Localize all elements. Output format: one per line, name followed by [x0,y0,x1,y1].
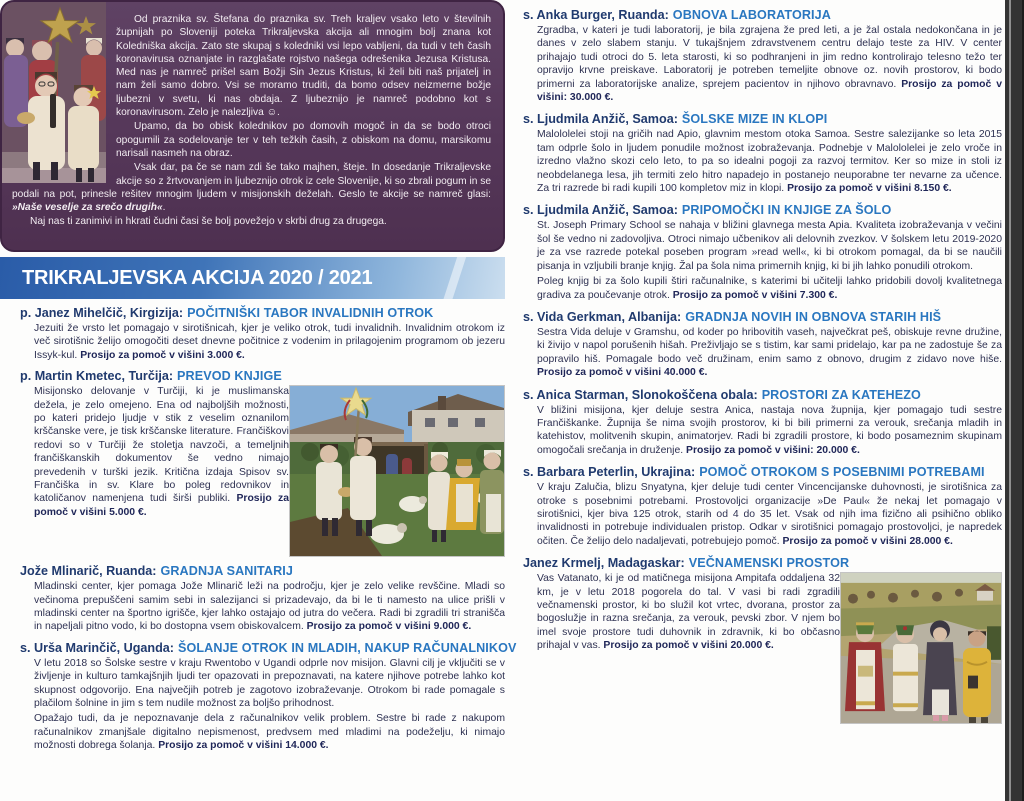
section-body [523,219,1002,301]
donation-request: Prosijo za pomoč v višini 14.000 €. [158,740,329,752]
section-body [523,128,1002,195]
section-title: OBNOVA LABORATORIJA [672,8,831,22]
paragraph-text: Opažajo tudi, da je nepoznavanje dela z računalnikov velik problem. Sestre bi rade z nakupom računalnikov zmanjšale digitalno nepismenost, predvsem med mladimi na podeželju, ki nimajo možnosti dobrega šolanja. [34,713,505,752]
section-body [20,385,505,557]
section-paragraph [537,219,1002,273]
section-heading [20,564,505,578]
section-author: s. Urša Marinčič, Uganda: [20,640,174,655]
section-author: s. Anica Starman, Slonokoščena obala: [523,387,758,402]
section-title: ŠOLANJE OTROK IN MLADIH, NAKUP RAČUNALNIKOV [177,640,517,655]
paragraph-text: Misijonsko delovanje v Turčiji, ki je muslimanska dežela, je zelo omejeno. Ena od najboljših možnosti, po kateri pridejo ljudje v stik z veselim oznanilom krščanske vere, je tisk krščanske literature. Frančiškovi redovi so v Turčiji že stoletja navzoči, a temeljnih frančiškanskih dokumentov še vedno nimajo prevedenih v turški jezik. Kritična izdaja Spisov sv. Frančiška in sv. Klare bo poleg redovnikov in katoličanov namenjena tudi širši publiki. [34,386,289,505]
section-heading [523,556,1002,570]
intro-paragraph-2: Upamo, da bo obisk kolednikov po domovih mogoč in da se bodo otroci opogumili za sodelovanje ter v teh težkih časih, z obiskom na domu, marsikomu narisali nasmeh na obraz. [116,121,491,159]
section-heading [523,465,1002,479]
donation-request: Prosijo za pomoč v višini 5.000 €. [34,493,289,518]
paragraph-text: Mladinski center, kjer pomaga Jože Mlinarič leži na področju, kjer je zelo velike revščine. Mladi so večinoma prepuščeni samim sebi in salezijanci si prizadevajo, da bi le ti namesto na ulice prišli v mladinski center na športno igrišče, kjer lahko ostajajo od jutra do večera. Radi bi zgradili tri stranišča in napeljali pitno vodo, ki bo dostopna vsem obiskovalcem. [34,581,505,633]
section-paragraph [537,481,1002,548]
intro-paragraph-3-end: . [162,202,166,214]
section-author: s. Ljudmila Anžič, Samoa: [523,112,678,127]
paragraph-text: Vas Vatanato, ki je od matičnega misijona Ampitafa oddaljena 32 km, je v letu 2018 pogorela do tal. V vasi bi radi zgradili večnamenski prostor, ki bo služil kot vrtec, dvorana, prostor za bogoslužje in razna srečanja, za verouk, pevski zbor. V njem bo imel svoje prostore tudi duhovnik in zdravnik, ki bo občasno prihajal v vas. [537,573,840,652]
section-body [20,322,505,362]
scan-edge-strip [1005,0,1024,801]
section-pomoc-otrokom [523,465,1002,548]
paragraph-text: Malololelei stoji na gričih nad Apio, glavnim mestom otoka Samoa. Sestre salezijanke so leta 2015 tam odprle šolo in ljudem ponudile možnost izobraževanja. Podnebje v Malololelei je zelo vroče in izredno vlažno skozi celo leto, to pa so idealni pogoji za razvoj termitov. Ker so mize in stoli iz neobdelanega lesa, jih termiti zelo hitro napadejo in postanejo neuporabne ter nevarne za učence. Za tri razrede bi radi kupili 100 kompletov miz in klopi. [537,129,1002,195]
section-heading [523,388,1002,402]
section-author: s. Anka Burger, Ruanda: [523,8,669,22]
section-title: POMOČ OTROKOM S POSEBNIMI POTREBAMI [699,465,985,480]
section-heading [523,310,1002,324]
section-heading [20,369,505,383]
donation-request: Prosijo za pomoč v višini 28.000 €. [782,535,953,547]
section-author: p. Martin Kmetec, Turčija: [20,369,174,384]
paragraph-text: Zgradba, v kateri je tudi laboratorij, je bila zgrajena že pred leti, a je žal ostala nedokončana in je danes v zelo slabem stanju. V tukajšnjem zdravstvenem centru delajo teste za HIV. V center prihajajo tudi otroci do 5. leta starosti, ki so podhranjeni in jim redno kontrolirajo telesno težo ter opravijo krvne preiskave. Laboratorij je potreben temeljite obnove oz. novih prostorov, ki bodo primerni za laboratorijske analize, sprejem pacientov in njihovo obravnavo. [537,25,1002,90]
paragraph-text: V letu 2018 so Šolske sestre v kraju Rwentobo v Ugandi odprle nov misijon. Glavni cilj je vključiti se v življenje in kulturo tamkajšnjih ljudi ter opazovati in prepoznavati, na katere njihove potrebe lahko kot skupnost odgovorijo. Ena največjih potreb je zagotovo izobraževanje. Otrokom bi rade pomagale s plačilom šolnine in jim s tem nudile možnost za boljšo prihodnost. [34,657,505,710]
donation-request: Prosijo za pomoč v višini 9.000 €. [306,621,472,633]
paragraph-text: V kraju Zalučia, blizu Snyatyna, kjer deluje tudi center Vincencijanske duhovnosti, je sirotišnica za otroke s posebnimi potrebami. Prostovoljci organizacije »De Paul« že nekaj let pomagajo v sirotišnici, kjer biva 125 otrok, starih od 4 do 35 let. Vsak od njih ima fizično ali psihično obliko invalidnosti in potrebuje individualen pristop. Odkar v sirotišnici pomagajo prostovoljci, je napredek očiten. Če želijo delo nadaljevati, potrebujejo pomoč. [537,482,1002,547]
section-pocitniski-tabor [20,306,505,362]
paragraph-text: V bližini misijona, kjer deluje sestra Anica, nastaja nova župnija, kjer pomagajo tudi sestre Frančiškanke. Župnija še nima svojih prostorov, ki bi bili primerni za verouk, srečanja mladih in katehistov, molitvenih skupin, animatorjev. Radi bi zgradili prostore, ki bodo posameznim skupinam omogočali srečanja in druženje. [537,404,1002,456]
campaign-title-band [0,257,505,299]
section-author: Janez Krmelj, Madagaskar: [523,556,685,571]
section-paragraph [537,24,1002,104]
section-vecnamenski-prostor [523,556,1002,724]
section-gradnja-his [523,310,1002,380]
section-paragraph [34,322,505,362]
section-author: s. Vida Gerkman, Albanija: [523,309,682,324]
donation-request: Prosijo za pomoč v višini 40.000 €. [537,367,708,379]
three-kings-photo [840,572,1002,724]
section-paragraph [537,326,1002,380]
section-body [523,24,1002,104]
right-column [517,8,1003,732]
section-heading [20,306,505,320]
left-column [0,0,517,755]
section-title: GRADNJA NOVIH IN OBNOVA STARIH HIŠ [685,309,942,324]
section-gradnja-sanitarij [20,564,505,634]
donation-request: Prosijo za pomoč v višini 3.000 €. [80,349,245,361]
section-heading [523,112,1002,126]
campaign-motto: »Naše veselje za srečo drugih« [12,202,163,214]
section-author: s. Ljudmila Anžič, Samoa: [523,203,678,218]
intro-box [0,0,505,252]
section-body [523,572,1002,724]
section-solanje-otrok [20,640,517,753]
section-obnova-laboratorija [523,8,1002,104]
section-body [523,481,1002,548]
section-title: PREVOD KNJIGE [177,369,282,384]
intro-paragraph-1: Od praznika sv. Štefana do praznika sv. Treh kraljev vsako leto v številnih župnijah po Sloveniji poteka Trikraljevska akcija ali mnogim bolj znana kot Koledniška akcija. Zato ste skupaj s koledniki vsi lepo vabljeni, da tudi v teh časih koronavirusa oznanjate in razglašate rojstvo našega odrešenika Jezusa Kristusa. Med nas je namreč prišel sam Božji Sin Jezus Kristus, ki želi biti naš prijatelj in nam želi samo dobro. Vsi se moramo truditi, da bomo odsev neizmerne božje ljubezni v svetu, ki nas obdaja. Z ljubeznijo je namreč podobno kot s koronavirusom. Zelo je nalezljiva ☺. [116,14,491,119]
intro-paragraph-3-text: Vsak dar, pa če se nam zdi še tako majhen, šteje. In dosedanje Trikraljevske akcije so z žrtvovanjem in ljubeznijo otrok iz cele Slovenije, ki so zbrali pogum in se podali na pot, prinesle rešitev mnogim ljudem v misijonskih deželah. Geslo te akcije se namreč glasi: [12,162,491,200]
section-author: s. Barbara Peterlin, Ukrajina: [523,465,696,480]
paragraph-text: Jezuiti že vrsto let pomagajo v sirotišnicah, kjer je veliko otrok, tudi invalidnih. Invalidnim otrokom iz več sirotišnic želijo omogočiti deset dnevne počitnice z vodenim in prilagojenim programom ob jezeru Issyk-kul. [34,323,505,361]
section-body [523,404,1002,458]
campaign-title: TRIKRALJEVSKA AKCIJA 2020 / 2021 [22,266,373,289]
nativity-photo [289,385,505,557]
section-paragraph [537,128,1002,195]
section-prostori-katehezo [523,388,1002,458]
donation-request: Prosijo za pomoč v višini 7.300 €. [672,289,838,301]
donation-request: Prosijo za pomoč v višini 20.000 €. [603,640,774,652]
paragraph-text: Poleg knjig bi za šolo kupili štiri računalnike, s katerimi bi učitelji lahko pridobili dovolj kvalitetnega gradiva za poučevanje otrok. [537,276,1002,301]
section-title: VEČNAMENSKI PROSTOR [688,556,850,571]
section-author: Jože Mlinarič, Ruanda: [20,564,157,579]
section-body [20,580,505,634]
section-title: POČITNIŠKI TABOR INVALIDNIH OTROK [187,306,434,320]
section-solske-mize [523,112,1002,195]
section-paragraph [537,275,1002,302]
intro-paragraph-4: Naj nas ti zanimivi in hkrati čudni časi še bolj povežejo v skrbi drug za drugega. [30,216,387,228]
section-pripomocki-knjige [523,203,1002,301]
section-prevod-knjige [20,369,505,557]
section-title: PROSTORI ZA KATEHEZO [761,387,921,402]
section-body [523,326,1002,380]
donation-request: Prosijo za pomoč v višini: 20.000 €. [686,444,860,456]
section-title: ŠOLSKE MIZE IN KLOPI [681,112,828,127]
section-heading [523,8,1002,22]
section-paragraph [34,580,505,634]
section-author: p. Janez Mihelčič, Kirgizija: [20,306,184,320]
section-heading [20,640,517,655]
section-body [20,657,505,753]
paragraph-text: St. Joseph Primary School se nahaja v bližini glavnega mesta Apia. Kvaliteta izobraževanja v večini šol še vedno ni zadovoljiva. Otroci nimajo učbenikov ali delovnih zvezkov. V šolskem letu 2019-2020 je za vse razrede potekal poseben program »read well«, ki bi otrokom pomagal, da bi se naučili pisanja in vzljubili branje knjig. Žal pa šola nima primernih knjig, ki bi jih lahko ponudili otrokom. [537,220,1002,272]
carolers-photo [2,2,106,183]
section-title: GRADNJA SANITARIJ [160,564,294,579]
paragraph-text: Sestra Vida deluje v Gramshu, od koder po hribovitih vaseh, največkrat peš, obiskuje revne družine, ki živijo v napol porušenih hišah. Preživljajo se s tistim, kar sami pridelajo, kar pa ne zadostuje še za popravilo hiš. Pomagale bodo več družinam, enim samo z obnovo, drugim z zidavo nove hiše. [537,326,1002,365]
section-heading [523,203,1002,217]
donation-request: Prosijo za pomoč v višini: 30.000 €. [537,78,1002,104]
section-title: PRIPOMOČKI IN KNJIGE ZA ŠOLO [681,203,892,218]
donation-request: Prosijo za pomoč v višini 8.150 €. [787,183,952,195]
section-paragraph [537,404,1002,458]
section-paragraph [34,712,505,752]
section-paragraph [34,657,505,711]
